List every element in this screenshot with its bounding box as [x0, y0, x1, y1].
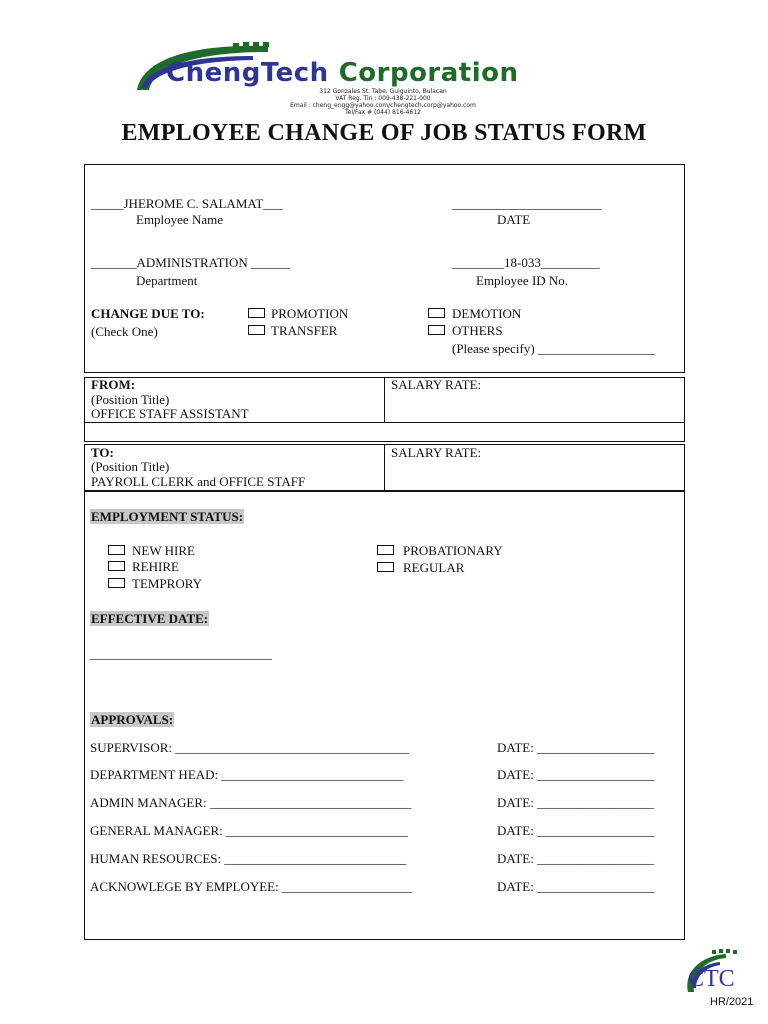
effective-date-label: EFFECTIVE DATE:	[91, 611, 209, 626]
company-name	[166, 58, 519, 88]
general-manager-date-field[interactable]: DATE: __________________	[497, 823, 655, 838]
from-salary-rate-label: SALARY RATE:	[391, 377, 482, 392]
employee-id-label: Employee ID No.	[476, 273, 569, 288]
please-specify-field[interactable]: (Please specify) __________________	[452, 341, 655, 356]
to-salary-rate-label: SALARY RATE:	[391, 445, 482, 460]
to-label: TO:	[91, 445, 114, 460]
form-code: HR/2021	[710, 996, 754, 1008]
admin-manager-signature-field[interactable]: ADMIN MANAGER: _______________________________	[90, 795, 412, 810]
promotion-checkbox[interactable]	[248, 308, 265, 318]
probationary-checkbox[interactable]	[377, 545, 394, 555]
supervisor-date-field[interactable]: DATE: __________________	[497, 740, 655, 755]
human-resources-date-field[interactable]: DATE: __________________	[497, 851, 655, 866]
from-label: FROM:	[91, 377, 136, 392]
form-title: EMPLOYEE CHANGE OF JOB STATUS FORM	[121, 120, 647, 146]
approvals-label: APPROVALS:	[91, 712, 174, 727]
demotion-label: DEMOTION	[452, 306, 522, 321]
department-head-date-field[interactable]: DATE: __________________	[497, 767, 655, 782]
from-position-title-label: (Position Title)	[91, 392, 170, 407]
email-line: Email : cheng_engg@yahoo.com/chengtech.corp@yahoo.com	[290, 102, 476, 109]
transfer-checkbox[interactable]	[248, 325, 265, 335]
change-due-label: CHANGE DUE TO:	[91, 306, 205, 321]
others-label: OTHERS	[452, 323, 503, 338]
date-label: DATE	[497, 212, 531, 227]
address-line: 312 Gonzales St. Tabe, Guiguinto, Bulacan	[319, 88, 447, 95]
new-hire-label: NEW HIRE	[132, 543, 195, 558]
probationary-label: PROBATIONARY	[403, 543, 503, 558]
department-label: Department	[136, 273, 198, 288]
admin-manager-date-field[interactable]: DATE: __________________	[497, 795, 655, 810]
employment-status-heading	[90, 509, 244, 524]
approvals-heading	[90, 712, 174, 727]
to-divider	[384, 444, 385, 492]
temprory-checkbox[interactable]	[108, 578, 125, 588]
employee-acknowledge-date-field[interactable]: DATE: __________________	[497, 879, 655, 894]
new-hire-checkbox[interactable]	[108, 545, 125, 555]
employee-id-value[interactable]: ________18-033_________	[452, 255, 600, 270]
general-manager-signature-field[interactable]: GENERAL MANAGER: ____________________________	[90, 823, 409, 838]
demotion-checkbox[interactable]	[428, 308, 445, 318]
company-name-part1: ChengTech	[166, 58, 329, 88]
regular-checkbox[interactable]	[377, 562, 394, 572]
to-position-title-label: (Position Title)	[91, 459, 170, 474]
temprory-label: TEMPRORY	[132, 576, 203, 591]
rehire-label: REHIRE	[132, 559, 179, 574]
telfax-line: Tel/Fax # (044) 816-4612	[345, 109, 421, 116]
promotion-label: PROMOTION	[271, 306, 349, 321]
ctc-logo-text: CTC	[688, 966, 735, 992]
check-one-label: (Check One)	[91, 324, 158, 339]
vat-line: VAT Reg. Tin : 009-438-221-000	[335, 95, 431, 102]
effective-date-field[interactable]: ____________________________	[90, 646, 272, 661]
date-field[interactable]: _______________________	[452, 196, 602, 211]
department-head-signature-field[interactable]: DEPARTMENT HEAD: ____________________________	[90, 767, 404, 782]
others-checkbox[interactable]	[428, 325, 445, 335]
effective-date-heading	[90, 611, 209, 626]
transfer-label: TRANSFER	[271, 323, 338, 338]
department-value[interactable]: _______ADMINISTRATION ______	[91, 255, 290, 270]
employment-status-label: EMPLOYMENT STATUS:	[91, 509, 244, 524]
from-divider	[384, 377, 385, 423]
human-resources-signature-field[interactable]: HUMAN RESOURCES: ____________________________	[90, 851, 407, 866]
supervisor-signature-field[interactable]: SUPERVISOR: ____________________________________	[90, 740, 410, 755]
employee-acknowledge-signature-field[interactable]: ACKNOWLEGE BY EMPLOYEE: ____________________	[90, 879, 412, 894]
rehire-checkbox[interactable]	[108, 561, 125, 571]
company-logo	[133, 40, 633, 116]
company-name-part2: Corporation	[338, 58, 519, 88]
employee-name-value[interactable]: _____JHEROME C. SALAMAT___	[91, 196, 283, 211]
employee-name-label: Employee Name	[136, 212, 223, 227]
from-position-value[interactable]: OFFICE STAFF ASSISTANT	[91, 406, 249, 421]
from-bottom-rule	[84, 422, 685, 423]
to-position-value[interactable]: PAYROLL CLERK and OFFICE STAFF	[91, 474, 306, 489]
regular-label: REGULAR	[403, 560, 465, 575]
